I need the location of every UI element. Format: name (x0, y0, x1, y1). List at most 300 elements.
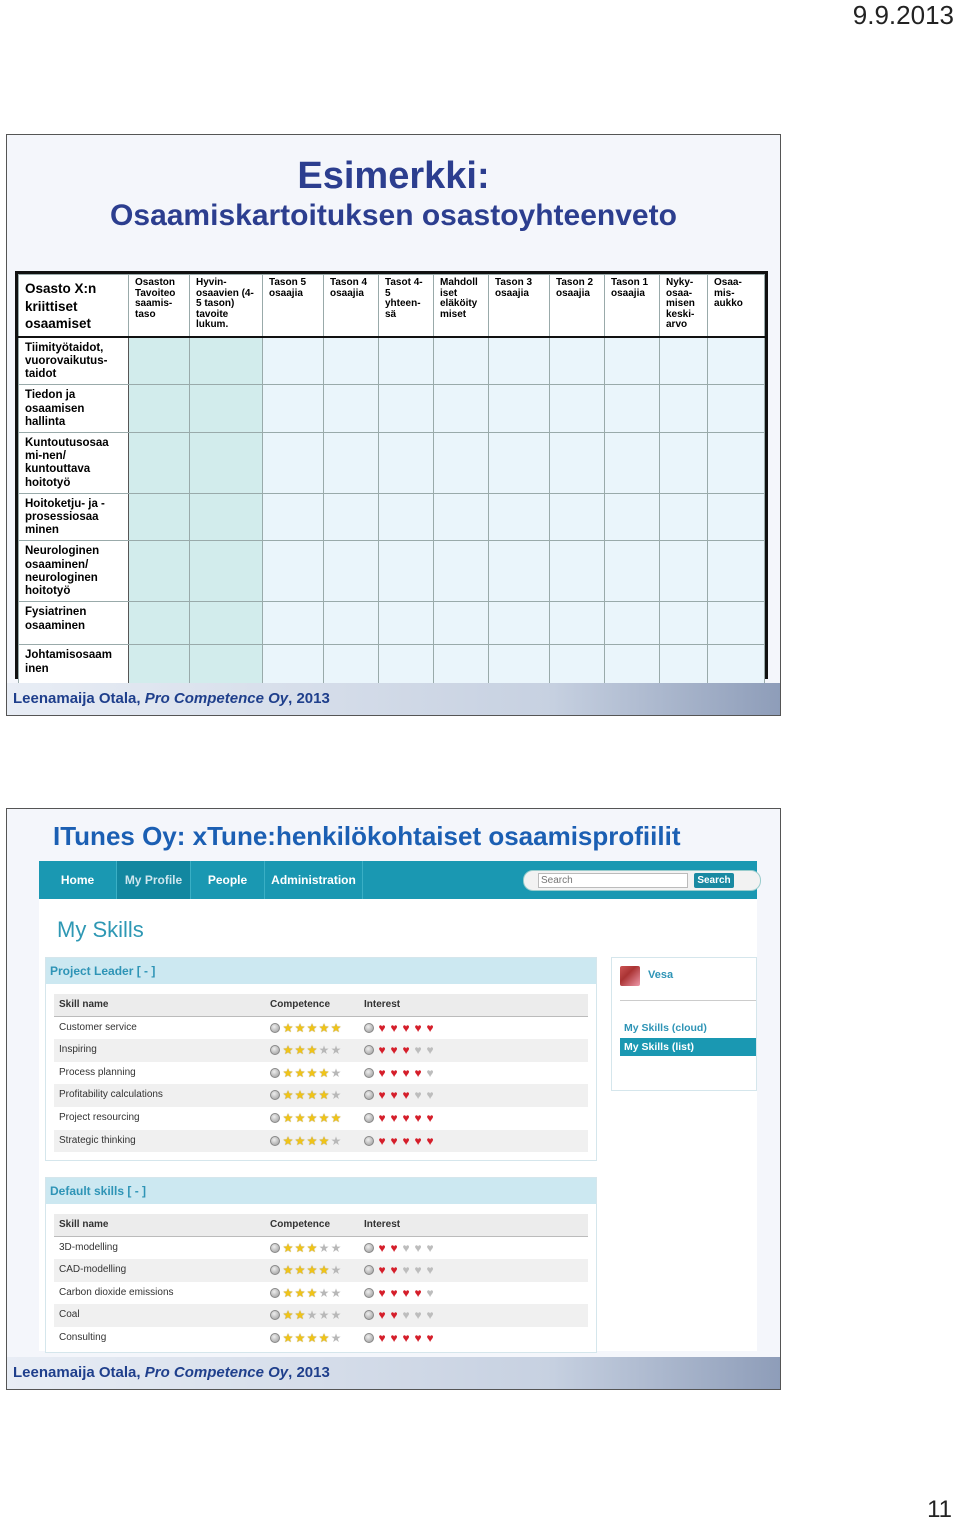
heart-icon[interactable]: ♥ (378, 1110, 386, 1125)
star-icon[interactable]: ★ (318, 1308, 330, 1323)
heart-icon[interactable]: ♥ (414, 1330, 422, 1345)
star-icon[interactable]: ★ (306, 1263, 318, 1278)
column-header: Mahdoll iset eläköity miset (434, 275, 489, 337)
star-icon[interactable]: ★ (294, 1308, 306, 1323)
table-cell (190, 385, 263, 433)
competence-rating[interactable] (270, 1039, 342, 1061)
page-date: 9.9.2013 (852, 0, 954, 30)
table-cell (129, 602, 190, 645)
table-row (19, 602, 765, 645)
slide-xtune-profiles (6, 808, 781, 1390)
skill-name[interactable]: CAD-modelling (59, 1264, 127, 1276)
interest-rating[interactable] (364, 1304, 436, 1326)
heart-icon[interactable]: ♥ (390, 1110, 398, 1125)
clear-rating-icon[interactable] (270, 1333, 280, 1343)
table-cell (550, 337, 605, 385)
heart-icon[interactable]: ♥ (402, 1065, 410, 1080)
competence-label: Johtamisosaam inen (19, 645, 129, 688)
heart-icon[interactable]: ♥ (390, 1240, 398, 1255)
table-cell (129, 432, 190, 493)
competence-rating[interactable] (270, 1237, 342, 1259)
column-header: Nyky-osaa-misen keski-arvo (660, 275, 708, 337)
table-cell (550, 602, 605, 645)
star-icon[interactable]: ★ (306, 1240, 318, 1255)
table-cell (660, 645, 708, 688)
table-cell (379, 337, 434, 385)
competence-rating[interactable] (270, 1304, 342, 1326)
heart-icon[interactable]: ♥ (378, 1263, 386, 1278)
competence-rating[interactable] (270, 1017, 342, 1039)
table-cell (660, 337, 708, 385)
heart-icon[interactable]: ♥ (390, 1285, 398, 1300)
table-cell (434, 493, 489, 541)
star-icon[interactable]: ★ (306, 1020, 318, 1035)
star-icon[interactable]: ★ (318, 1110, 330, 1125)
clear-rating-icon[interactable] (364, 1310, 374, 1320)
table-cell (129, 385, 190, 433)
table-cell (660, 541, 708, 602)
star-icon[interactable]: ★ (282, 1285, 294, 1300)
heart-icon[interactable]: ♥ (402, 1133, 410, 1148)
heart-icon[interactable]: ♥ (426, 1110, 434, 1125)
star-icon[interactable]: ★ (306, 1285, 318, 1300)
skill-name[interactable]: Profitability calculations (59, 1089, 163, 1101)
heart-icon[interactable]: ♥ (426, 1285, 434, 1300)
interest-rating[interactable] (364, 1130, 436, 1152)
col-competence: Competence (270, 999, 331, 1010)
skills-header-row (54, 1214, 588, 1237)
table-cell (324, 337, 379, 385)
heart-icon[interactable]: ♥ (402, 1110, 410, 1125)
heart-icon[interactable]: ♥ (402, 1240, 410, 1255)
skill-name[interactable]: Carbon dioxide emissions (59, 1286, 174, 1298)
col-interest: Interest (364, 999, 401, 1010)
star-icon[interactable]: ★ (282, 1065, 294, 1080)
competence-rating[interactable] (270, 1282, 342, 1304)
table-row (19, 432, 765, 493)
table-cell (263, 541, 324, 602)
skill-name[interactable]: Coal (59, 1309, 80, 1321)
column-header: Osaston Tavoiteo saamis-taso (129, 275, 190, 337)
slide-department-summary (6, 134, 781, 716)
table-cell (550, 541, 605, 602)
star-icon[interactable]: ★ (294, 1133, 306, 1148)
table-cell (708, 493, 765, 541)
heart-icon[interactable]: ♥ (390, 1308, 398, 1323)
star-icon[interactable]: ★ (318, 1065, 330, 1080)
competence-label: Tiimityötaidot, vuorovaikutus-taidot (19, 337, 129, 385)
heart-icon[interactable]: ♥ (414, 1285, 422, 1300)
table-cell (129, 493, 190, 541)
star-icon[interactable]: ★ (294, 1110, 306, 1125)
clear-rating-icon[interactable] (270, 1023, 280, 1033)
xtune-app-screenshot (39, 861, 757, 1351)
search-box (523, 870, 761, 891)
clear-rating-icon[interactable] (364, 1136, 374, 1146)
skill-row (54, 1130, 588, 1153)
profile-sidebar (611, 957, 757, 1091)
clear-rating-icon[interactable] (364, 1113, 374, 1123)
clear-rating-icon[interactable] (270, 1068, 280, 1078)
skill-name[interactable]: Strategic thinking (59, 1134, 136, 1146)
table-cell (379, 645, 434, 688)
table-cell (605, 541, 660, 602)
slide-footer (7, 683, 780, 715)
table-header-row (19, 275, 765, 337)
table-cell (324, 385, 379, 433)
table-cell (190, 432, 263, 493)
star-icon[interactable]: ★ (294, 1285, 306, 1300)
competence-label: Tiedon ja osaamisen hallinta (19, 385, 129, 433)
star-icon[interactable]: ★ (318, 1263, 330, 1278)
column-header: Tason 3 osaajia (489, 275, 550, 337)
col-skill-name: Skill name (59, 1219, 109, 1230)
table-row (19, 385, 765, 433)
interest-rating[interactable] (364, 1084, 436, 1106)
table-cell (263, 645, 324, 688)
heart-icon[interactable]: ♥ (402, 1308, 410, 1323)
table-cell (263, 493, 324, 541)
table-cell (708, 432, 765, 493)
interest-rating[interactable] (364, 1282, 436, 1304)
heart-icon[interactable]: ♥ (402, 1020, 410, 1035)
star-icon[interactable]: ★ (282, 1088, 294, 1103)
clear-rating-icon[interactable] (270, 1310, 280, 1320)
skill-name[interactable]: Inspiring (59, 1044, 97, 1056)
star-icon[interactable]: ★ (330, 1285, 342, 1300)
heart-icon[interactable]: ♥ (402, 1330, 410, 1345)
skill-row (54, 1107, 588, 1130)
tab-home[interactable]: Home (39, 861, 117, 899)
skill-row (54, 1304, 588, 1327)
competence-rating[interactable] (270, 1327, 342, 1349)
table-cell (324, 493, 379, 541)
table-row (19, 541, 765, 602)
table-cell (550, 645, 605, 688)
table-cell (605, 493, 660, 541)
star-icon[interactable]: ★ (282, 1133, 294, 1148)
interest-rating[interactable] (364, 1259, 436, 1281)
heart-icon[interactable]: ♥ (378, 1240, 386, 1255)
star-icon[interactable]: ★ (330, 1088, 342, 1103)
heart-icon[interactable]: ♥ (426, 1065, 434, 1080)
my-skills-list-link[interactable]: My Skills (list) (620, 1038, 756, 1056)
table-cell (263, 602, 324, 645)
heart-icon[interactable]: ♥ (378, 1308, 386, 1323)
table-cell (489, 493, 550, 541)
heart-icon[interactable]: ♥ (426, 1043, 434, 1058)
table-cell (605, 602, 660, 645)
divider (620, 1000, 756, 1001)
page-title: My Skills (57, 917, 144, 942)
table-cell (324, 541, 379, 602)
star-icon[interactable]: ★ (318, 1285, 330, 1300)
star-icon[interactable]: ★ (294, 1065, 306, 1080)
col-interest: Interest (364, 1219, 401, 1230)
star-icon[interactable]: ★ (330, 1308, 342, 1323)
table-cell (489, 432, 550, 493)
panel-heading[interactable]: Default skills [ - ] (46, 1178, 596, 1204)
table-cell (605, 385, 660, 433)
star-icon[interactable]: ★ (282, 1240, 294, 1255)
star-icon[interactable]: ★ (282, 1263, 294, 1278)
heart-icon[interactable]: ♥ (426, 1133, 434, 1148)
skill-name[interactable]: Process planning (59, 1066, 136, 1078)
table-cell (434, 432, 489, 493)
interest-rating[interactable] (364, 1107, 436, 1129)
clear-rating-icon[interactable] (270, 1113, 280, 1123)
clear-rating-icon[interactable] (270, 1288, 280, 1298)
interest-rating[interactable] (364, 1062, 436, 1084)
star-icon[interactable]: ★ (294, 1330, 306, 1345)
competence-summary-table (15, 271, 768, 679)
heart-icon[interactable]: ♥ (378, 1285, 386, 1300)
interest-rating[interactable] (364, 1237, 436, 1259)
heart-icon[interactable]: ♥ (414, 1240, 422, 1255)
star-icon[interactable]: ★ (306, 1110, 318, 1125)
table-cell (379, 493, 434, 541)
interest-rating[interactable] (364, 1017, 436, 1039)
user-name[interactable]: Vesa (648, 969, 674, 981)
star-icon[interactable]: ★ (330, 1020, 342, 1035)
heart-icon[interactable]: ♥ (402, 1043, 410, 1058)
table-cell (379, 602, 434, 645)
star-icon[interactable]: ★ (282, 1020, 294, 1035)
heart-icon[interactable]: ♥ (378, 1330, 386, 1345)
skill-group-project-leader (45, 957, 597, 1161)
skill-row (54, 1017, 588, 1040)
table-cell (550, 493, 605, 541)
competence-rating[interactable] (270, 1130, 342, 1152)
interest-rating[interactable] (364, 1327, 436, 1349)
star-icon[interactable]: ★ (294, 1020, 306, 1035)
heart-icon[interactable]: ♥ (402, 1088, 410, 1103)
star-icon[interactable]: ★ (294, 1043, 306, 1058)
my-skills-cloud-link[interactable]: My Skills (cloud) (624, 1022, 707, 1034)
heart-icon[interactable]: ♥ (402, 1285, 410, 1300)
table-cell (263, 432, 324, 493)
heart-icon[interactable]: ♥ (402, 1263, 410, 1278)
star-icon[interactable]: ★ (306, 1043, 318, 1058)
clear-rating-icon[interactable] (270, 1090, 280, 1100)
search-button[interactable]: Search (694, 873, 734, 888)
avatar (620, 966, 640, 986)
star-icon[interactable]: ★ (306, 1088, 318, 1103)
table-cell (708, 602, 765, 645)
clear-rating-icon[interactable] (364, 1265, 374, 1275)
heart-icon[interactable]: ♥ (426, 1020, 434, 1035)
tab-people[interactable]: People (191, 861, 265, 899)
search-input[interactable] (538, 873, 688, 888)
interest-rating[interactable] (364, 1039, 436, 1061)
clear-rating-icon[interactable] (364, 1243, 374, 1253)
table-cell (489, 385, 550, 433)
tab-my-profile[interactable]: My Profile (117, 861, 191, 899)
heart-icon[interactable]: ♥ (390, 1263, 398, 1278)
skill-name[interactable]: 3D-modelling (59, 1241, 118, 1253)
table-cell (129, 337, 190, 385)
star-icon[interactable]: ★ (330, 1065, 342, 1080)
star-icon[interactable]: ★ (306, 1308, 318, 1323)
heart-icon[interactable]: ♥ (390, 1065, 398, 1080)
star-icon[interactable]: ★ (282, 1110, 294, 1125)
table-cell (489, 602, 550, 645)
star-icon[interactable]: ★ (318, 1043, 330, 1058)
skills-header-row (54, 994, 588, 1017)
star-icon[interactable]: ★ (330, 1240, 342, 1255)
clear-rating-icon[interactable] (270, 1243, 280, 1253)
heart-icon[interactable]: ♥ (414, 1065, 422, 1080)
page-number: 11 (927, 1496, 952, 1523)
table-cell (324, 432, 379, 493)
table-cell (434, 385, 489, 433)
column-header: Hyvin-osaavien (4-5 tason) tavoite lukum. (190, 275, 263, 337)
table-cell (489, 645, 550, 688)
col-skill-name: Skill name (59, 999, 109, 1010)
star-icon[interactable]: ★ (282, 1330, 294, 1345)
skill-row (54, 1259, 588, 1282)
footer-year: , 2013 (288, 690, 330, 707)
table-cell (324, 602, 379, 645)
heart-icon[interactable]: ♥ (426, 1330, 434, 1345)
column-header: Tason 4 osaajia (324, 275, 379, 337)
star-icon[interactable]: ★ (330, 1043, 342, 1058)
star-icon[interactable]: ★ (282, 1308, 294, 1323)
skill-name[interactable]: Project resourcing (59, 1111, 140, 1123)
table-cell (263, 337, 324, 385)
star-icon[interactable]: ★ (318, 1020, 330, 1035)
footer-author: Leenamaija Otala, (13, 690, 145, 707)
slide-subtitle: Osaamiskartoituksen osastoyhteenveto (110, 199, 677, 232)
heart-icon[interactable]: ♥ (390, 1020, 398, 1035)
competence-rating[interactable] (270, 1084, 342, 1106)
table-row (19, 493, 765, 541)
table-cell (550, 432, 605, 493)
column-header: Tason 2 osaajia (550, 275, 605, 337)
clear-rating-icon[interactable] (364, 1068, 374, 1078)
star-icon[interactable]: ★ (330, 1133, 342, 1148)
table-cell (605, 645, 660, 688)
skill-name[interactable]: Consulting (59, 1331, 107, 1343)
heart-icon[interactable]: ♥ (414, 1133, 422, 1148)
table-cell (660, 432, 708, 493)
table-row (19, 337, 765, 385)
clear-rating-icon[interactable] (270, 1045, 280, 1055)
skill-name[interactable]: Customer service (59, 1021, 137, 1033)
heart-icon[interactable]: ♥ (426, 1308, 434, 1323)
star-icon[interactable]: ★ (330, 1330, 342, 1345)
star-icon[interactable]: ★ (294, 1263, 306, 1278)
competence-rating[interactable] (270, 1107, 342, 1129)
clear-rating-icon[interactable] (364, 1045, 374, 1055)
heart-icon[interactable]: ♥ (414, 1020, 422, 1035)
star-icon[interactable]: ★ (306, 1330, 318, 1345)
table-cell (190, 541, 263, 602)
column-header: Tason 1 osaajia (605, 275, 660, 337)
skill-group-default (45, 1177, 597, 1353)
tab-administration[interactable]: Administration (265, 861, 363, 899)
heart-icon[interactable]: ♥ (390, 1043, 398, 1058)
table-cell (660, 493, 708, 541)
heart-icon[interactable]: ♥ (378, 1043, 386, 1058)
footer-author: Leenamaija Otala, (13, 1364, 145, 1381)
clear-rating-icon[interactable] (364, 1333, 374, 1343)
heart-icon[interactable]: ♥ (414, 1043, 422, 1058)
competence-label: Hoitoketju- ja -prosessiosaa minen (19, 493, 129, 541)
table-cell (660, 385, 708, 433)
star-icon[interactable]: ★ (306, 1065, 318, 1080)
table-cell (324, 645, 379, 688)
table-cell (605, 337, 660, 385)
heart-icon[interactable]: ♥ (378, 1133, 386, 1148)
skill-row (54, 1237, 588, 1260)
competence-label: Kuntoutusosaa mi-nen/ kuntouttava hoitotyö (19, 432, 129, 493)
competence-label: Fysiatrinen osaaminen (19, 602, 129, 645)
competence-rating[interactable] (270, 1062, 342, 1084)
star-icon[interactable]: ★ (306, 1133, 318, 1148)
star-icon[interactable]: ★ (282, 1043, 294, 1058)
table-cell (489, 541, 550, 602)
table-cell (708, 385, 765, 433)
star-icon[interactable]: ★ (294, 1240, 306, 1255)
column-header: Tasot 4-5 yhteen-sä (379, 275, 434, 337)
column-header: Osaa-mis-aukko (708, 275, 765, 337)
heart-icon[interactable]: ♥ (426, 1263, 434, 1278)
heart-icon[interactable]: ♥ (390, 1133, 398, 1148)
star-icon[interactable]: ★ (318, 1133, 330, 1148)
clear-rating-icon[interactable] (364, 1023, 374, 1033)
footer-year: , 2013 (288, 1364, 330, 1381)
skill-row (54, 1282, 588, 1305)
heart-icon[interactable]: ♥ (378, 1020, 386, 1035)
table-cell (190, 645, 263, 688)
col-competence: Competence (270, 1219, 331, 1230)
star-icon[interactable]: ★ (330, 1263, 342, 1278)
heart-icon[interactable]: ♥ (414, 1088, 422, 1103)
heart-icon[interactable]: ♥ (426, 1088, 434, 1103)
heart-icon[interactable]: ♥ (390, 1330, 398, 1345)
heart-icon[interactable]: ♥ (414, 1263, 422, 1278)
heart-icon[interactable]: ♥ (414, 1308, 422, 1323)
star-icon[interactable]: ★ (294, 1088, 306, 1103)
star-icon[interactable]: ★ (318, 1088, 330, 1103)
heart-icon[interactable]: ♥ (378, 1088, 386, 1103)
star-icon[interactable]: ★ (318, 1330, 330, 1345)
heart-icon[interactable]: ♥ (378, 1065, 386, 1080)
column-header: Tason 5 osaajia (263, 275, 324, 337)
panel-heading[interactable]: Project Leader [ - ] (46, 958, 596, 984)
clear-rating-icon[interactable] (270, 1265, 280, 1275)
table-cell (129, 541, 190, 602)
table-cell (190, 493, 263, 541)
skill-row (54, 1039, 588, 1062)
table-cell (190, 337, 263, 385)
heart-icon[interactable]: ♥ (414, 1110, 422, 1125)
star-icon[interactable]: ★ (318, 1240, 330, 1255)
competence-rating[interactable] (270, 1259, 342, 1281)
skill-row (54, 1327, 588, 1350)
slide-title: ITunes Oy: xTune:henkilökohtaiset osaamisprofiilit (53, 821, 681, 851)
table-cell (434, 337, 489, 385)
table-cell (489, 337, 550, 385)
heart-icon[interactable]: ♥ (426, 1240, 434, 1255)
table-row (19, 645, 765, 688)
clear-rating-icon[interactable] (364, 1288, 374, 1298)
clear-rating-icon[interactable] (364, 1090, 374, 1100)
star-icon[interactable]: ★ (330, 1110, 342, 1125)
heart-icon[interactable]: ♥ (390, 1088, 398, 1103)
clear-rating-icon[interactable] (270, 1136, 280, 1146)
